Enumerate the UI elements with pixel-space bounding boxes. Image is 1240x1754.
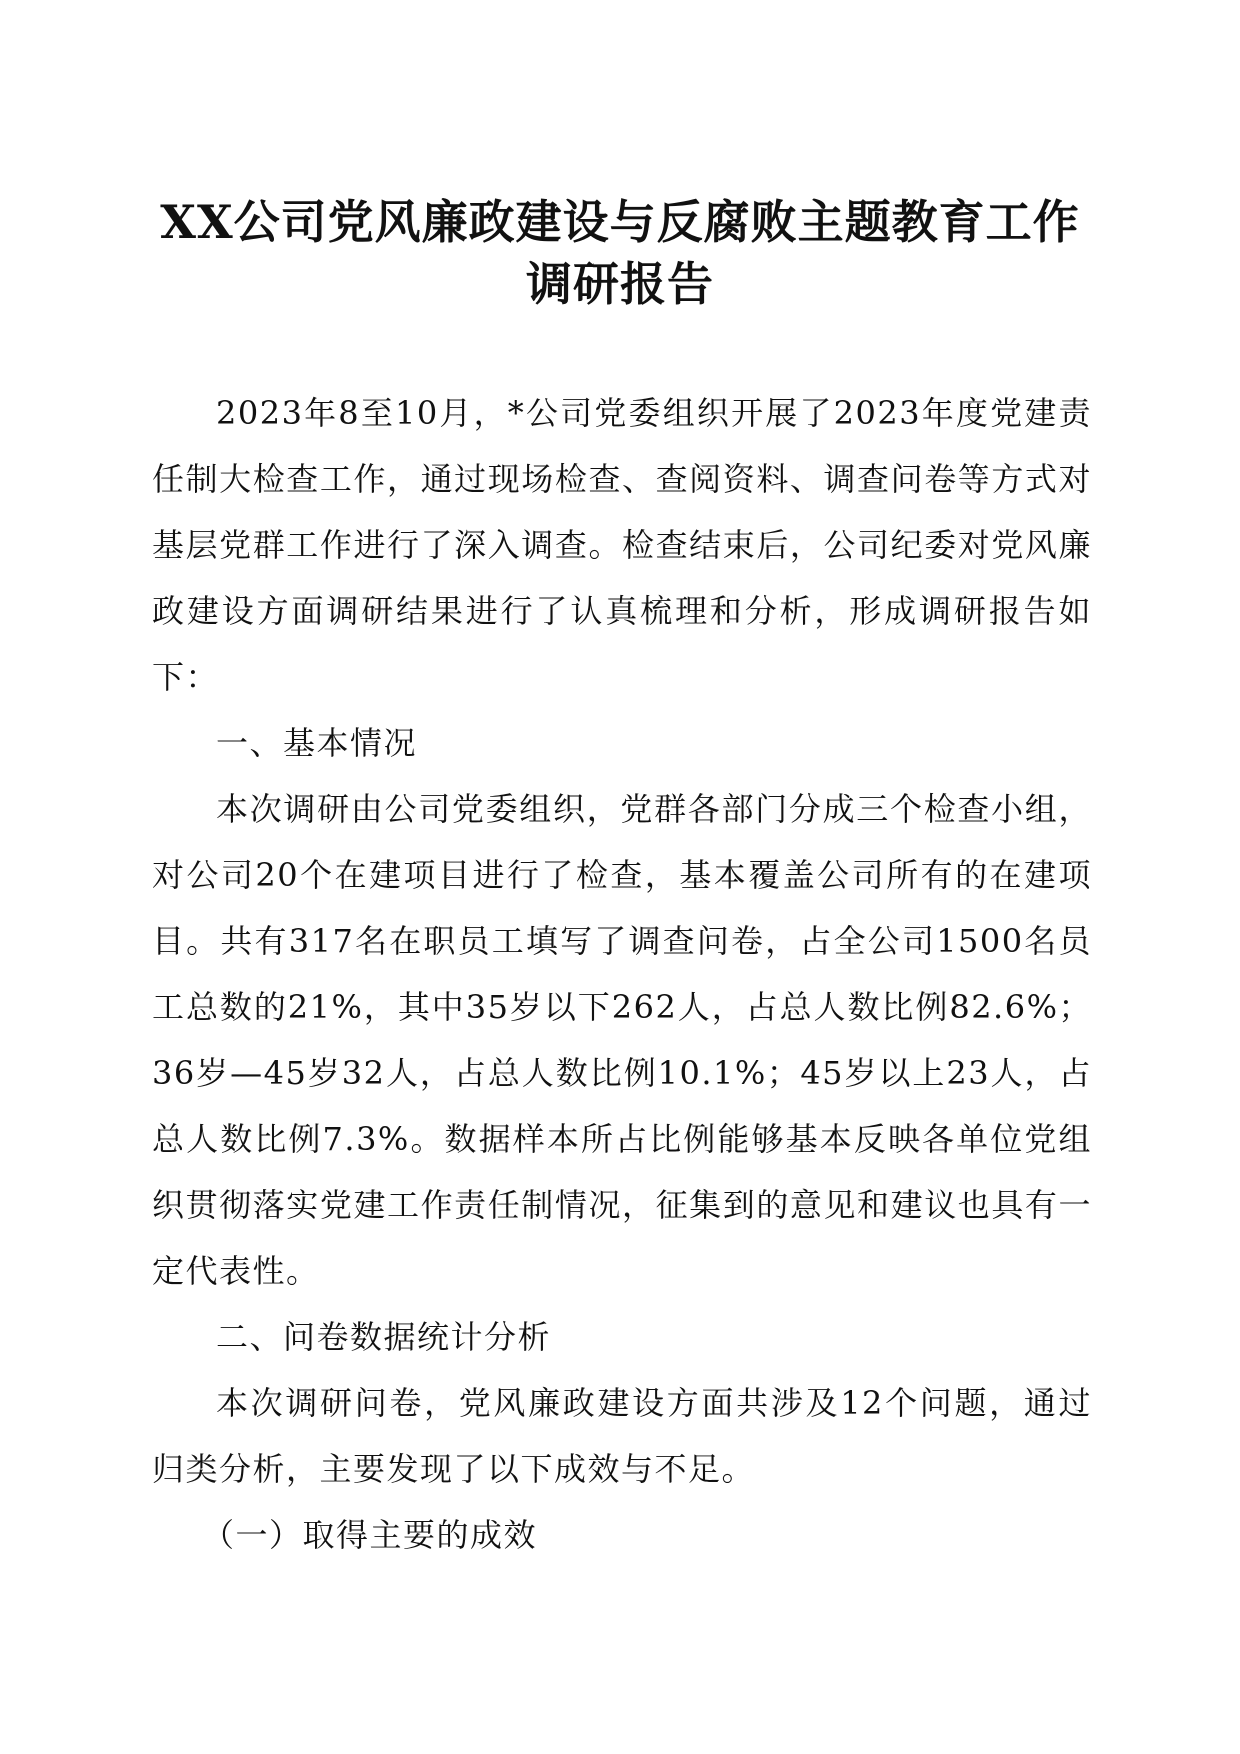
section-2-heading: 二、问卷数据统计分析 xyxy=(216,1318,552,1356)
section-1-heading: 一、基本情况 xyxy=(216,724,418,762)
section-2-paragraph: 本次调研问卷，党风廉政建设方面共涉及12个问题，通过归类分析，主要发现了以下成效与不足。 xyxy=(152,1384,1092,1488)
document-body xyxy=(152,380,1092,1568)
intro-paragraph: 2023年8至10月，*公司党委组织开展了2023年度党建责任制大检查工作，通过现场检查、查阅资料、调查问卷等方式对基层党群工作进行了深入调查。检查结束后，公司纪委对党风廉政建设方面调研结果进行了认真梳理和分析，形成调研报告如下： xyxy=(152,394,1092,696)
section-1-paragraph: 本次调研由公司党委组织，党群各部门分成三个检查小组，对公司20个在建项目进行了检查，基本覆盖公司所有的在建项目。共有317名在职员工填写了调查问卷，占全公司1500名员工总数的21%，其中35岁以下262人，占总人数比例82.6%；36岁—45岁32人，占总人数比例10.1%；45岁以上23人，占总人数比例7.3%。数据样本所占比例能够基本反映各单位党组织贯彻落实党建工作责任制情况，征集到的意见和建议也具有一定代表性。 xyxy=(152,790,1092,1290)
document-title-line-1: XX公司党风廉政建设与反腐败主题教育工作 xyxy=(160,195,1080,249)
document-title-line-2: 调研报告 xyxy=(526,257,714,311)
subsection-1-heading: （一）取得主要的成效 xyxy=(202,1516,538,1554)
